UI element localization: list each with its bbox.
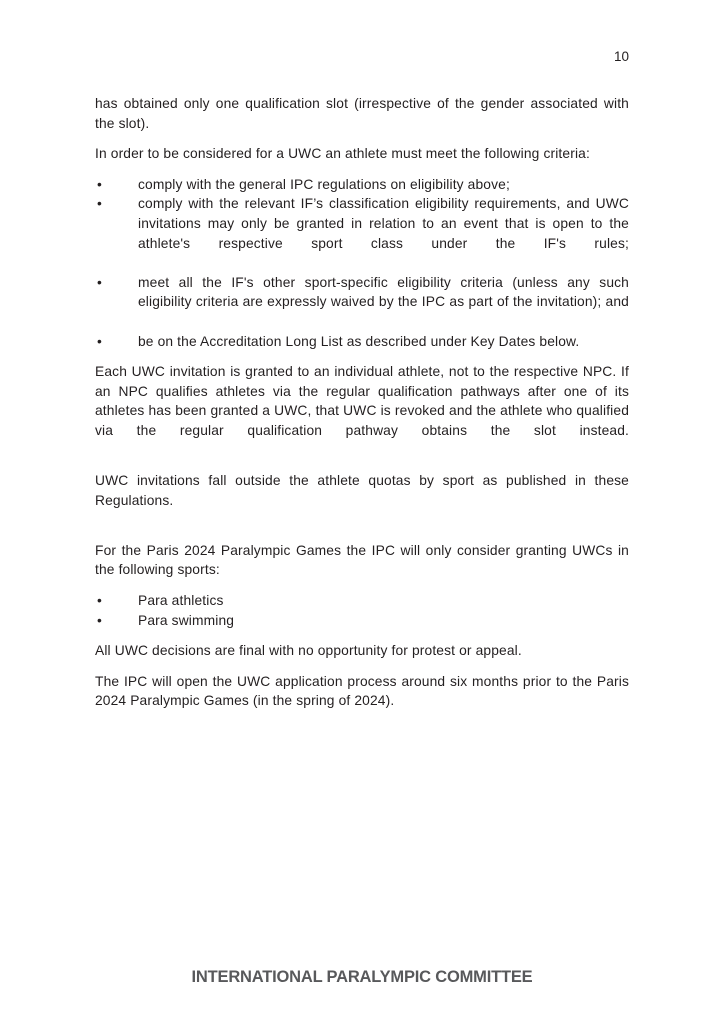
bullet-icon: • xyxy=(97,612,102,628)
bullet-icon: • xyxy=(97,176,102,192)
paragraph-application-process: The IPC will open the UWC application process around six months prior to the Paris 2024 Paralympic Games (in the spring of 2024). xyxy=(95,673,629,709)
list-item-text: Para athletics xyxy=(138,593,224,609)
list-item-text: meet all the IF's other sport-specific eligibility criteria (unless any such eligibility criteria are expressly waived by the IPC as part of the invitation); and xyxy=(138,274,629,310)
document-body xyxy=(95,94,629,722)
paragraph-outside-quotas: UWC invitations fall outside the athlete quotas by sport as published in these Regulations. xyxy=(95,473,629,508)
bullet-icon: • xyxy=(97,593,102,609)
page-number: 10 xyxy=(613,49,629,64)
list-item-text: comply with the relevant IF’s classification eligibility requirements, and UWC invitations may only be granted in relation to an event that is open to the athlete's respective sport class under the IF's rules; xyxy=(138,196,629,251)
bullet-icon: • xyxy=(97,196,102,212)
paragraph-continuation: has obtained only one qualification slot (irrespective of the gender associated with the slot). xyxy=(95,96,629,131)
list-item xyxy=(95,273,629,332)
paragraph-decisions-final: All UWC decisions are final with no opportunity for protest or appeal. xyxy=(95,643,522,659)
paragraph-invitation-individual: Each UWC invitation is granted to an individual athlete, not to the respective NPC. If an NPC qualifies athletes via the regular qualification pathways after one of its athletes has been granted a UWC, that UWC is revoked and the athlete who qualified via the regular qualification pathway obtains the slot instead. xyxy=(95,364,629,438)
list-item xyxy=(95,194,629,272)
bullet-icon: • xyxy=(97,333,102,349)
list-item xyxy=(95,175,629,195)
paragraph-criteria-intro: In order to be considered for a UWC an athlete must meet the following criteria: xyxy=(95,146,590,162)
footer-organization-name: INTERNATIONAL PARALYMPIC COMMITTEE xyxy=(191,968,533,986)
list-item xyxy=(95,591,629,611)
bullet-icon: • xyxy=(97,274,102,290)
list-item xyxy=(95,332,629,352)
list-item-text: comply with the general IPC regulations on eligibility above; xyxy=(138,176,510,192)
sports-bullet-list xyxy=(95,591,629,630)
list-item xyxy=(95,611,629,631)
paragraph-sports-intro: For the Paris 2024 Paralympic Games the IPC will only consider granting UWCs in the following sports: xyxy=(95,542,629,578)
criteria-bullet-list xyxy=(95,175,629,351)
list-item-text: Para swimming xyxy=(138,612,235,628)
list-item-text: be on the Accreditation Long List as described under Key Dates below. xyxy=(138,333,580,349)
